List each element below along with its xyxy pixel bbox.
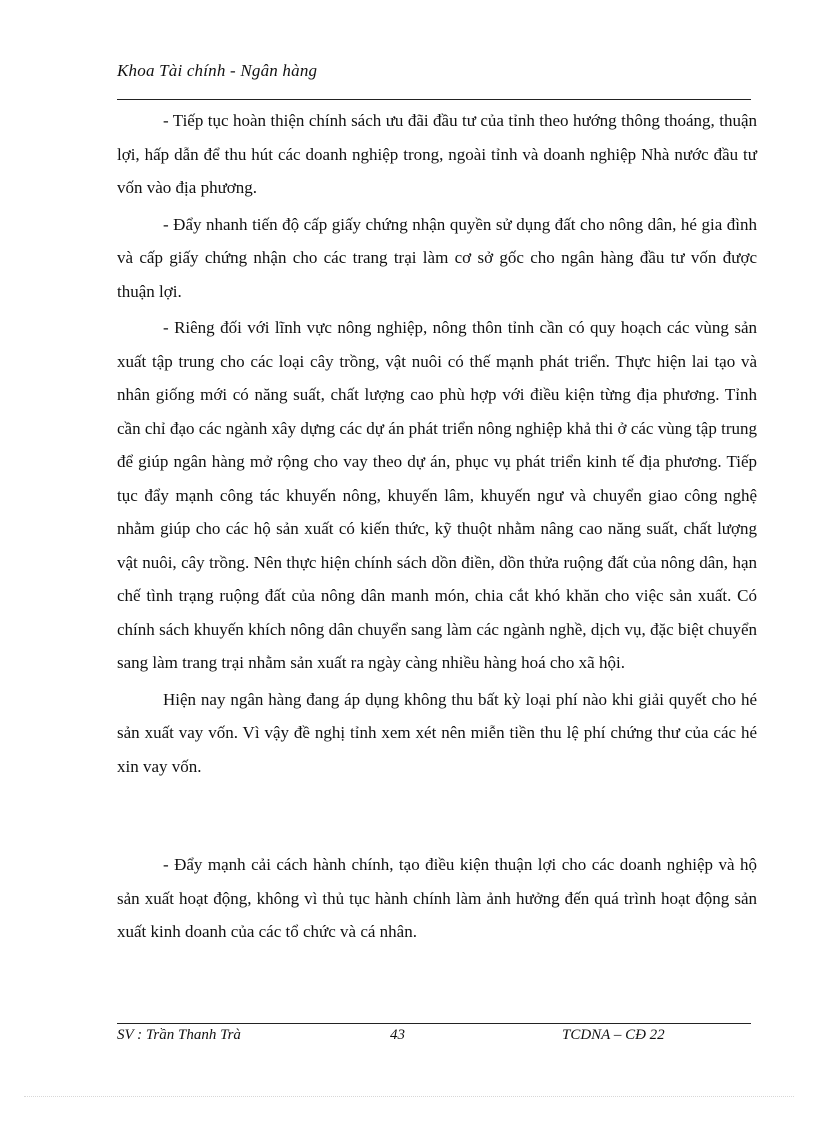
paragraph-fee-exemption: Hiện nay ngân hàng đang áp dụng không thu bất kỳ loại phí nào khi giải quyết cho hé sản xuất vay vốn. Vì vậy đề nghị tỉnh xem xét nên miễn tiền thu lệ phí chứng thư của các hé xin vay vốn. [117, 689, 757, 776]
paragraph-administrative-reform: - Đẩy mạnh cải cách hành chính, tạo điều kiện thuận lợi cho các doanh nghiệp và hộ sản xuất hoạt động, không vì thủ tục hành chính làm ảnh hưởng đến quá trình hoạt động sản xuất kinh doanh của các tổ chức và cá nhân. [117, 855, 757, 941]
page-header-title: Khoa Tài chính - Ngân hàng [117, 61, 318, 80]
paragraph-agriculture-planning: - Riêng đối với lĩnh vực nông nghiệp, nông thôn tỉnh cần có quy hoạch các vùng sản xuất tập trung cho các loại cây trồng, vật nuôi có thế mạnh phát triển. Thực hiện lai tạo và nhân giống mới có năng suất, chất lượng cao phù hợp với điều kiện từng địa phương. Tỉnh cần chỉ đạo các ngành xây dựng các dự án phát triển nông nghiệp khả thi ở các vùng tập trung để giúp ngân hàng mở rộng cho vay theo dự án, phục vụ phát triển kinh tế địa phương. Tiếp tục đẩy mạnh công tác khuyến nông, khuyến lâm, khuyến ngư và chuyển giao công nghệ nhằm giúp cho các hộ sản xuất có kiến thức, kỹ thuột nhằm nâng cao năng suất, chất lượng vật nuôi, cây trồng. Nên thực hiện chính sách dồn điền, dồn thửa ruộng đất của nông dân, hạn chế tình trạng ruộng đất của nông dân manh món, chia cắt khó khăn cho việc sản xuất. Có chính sách khuyến khích nông dân chuyển sang làm các ngành nghề, dịch vụ, đặc biệt chuyển sang làm trang trại nhằm sản xuất ra ngày càng nhiều hàng hoá cho xã hội. [117, 318, 757, 672]
footer-divider [117, 1023, 751, 1024]
footer-class-code: TCDNA – CĐ 22 [562, 1027, 665, 1043]
footer-student-name: SV : Trần Thanh Trà [117, 1027, 241, 1043]
document-body [117, 104, 757, 952]
paragraph-investment-policy: - Tiếp tục hoàn thiện chính sách ưu đãi đầu tư của tỉnh theo hướng thông thoáng, thuận lợi, hấp dẫn để thu hút các doanh nghiệp trong, ngoài tỉnh và doanh nghiệp Nhà nước đầu tư vốn vào địa phương. [117, 111, 757, 197]
page-bottom-edge [24, 1096, 794, 1097]
paragraph-land-certificates: - Đẩy nhanh tiến độ cấp giấy chứng nhận quyền sử dụng đất cho nông dân, hé gia đình và cấp giấy chứng nhận cho các trang trại làm cơ sở gốc cho ngân hàng đầu tư vốn được thuận lợi. [117, 214, 757, 301]
header-divider [117, 99, 751, 100]
footer-page-number: 43 [390, 1027, 405, 1043]
